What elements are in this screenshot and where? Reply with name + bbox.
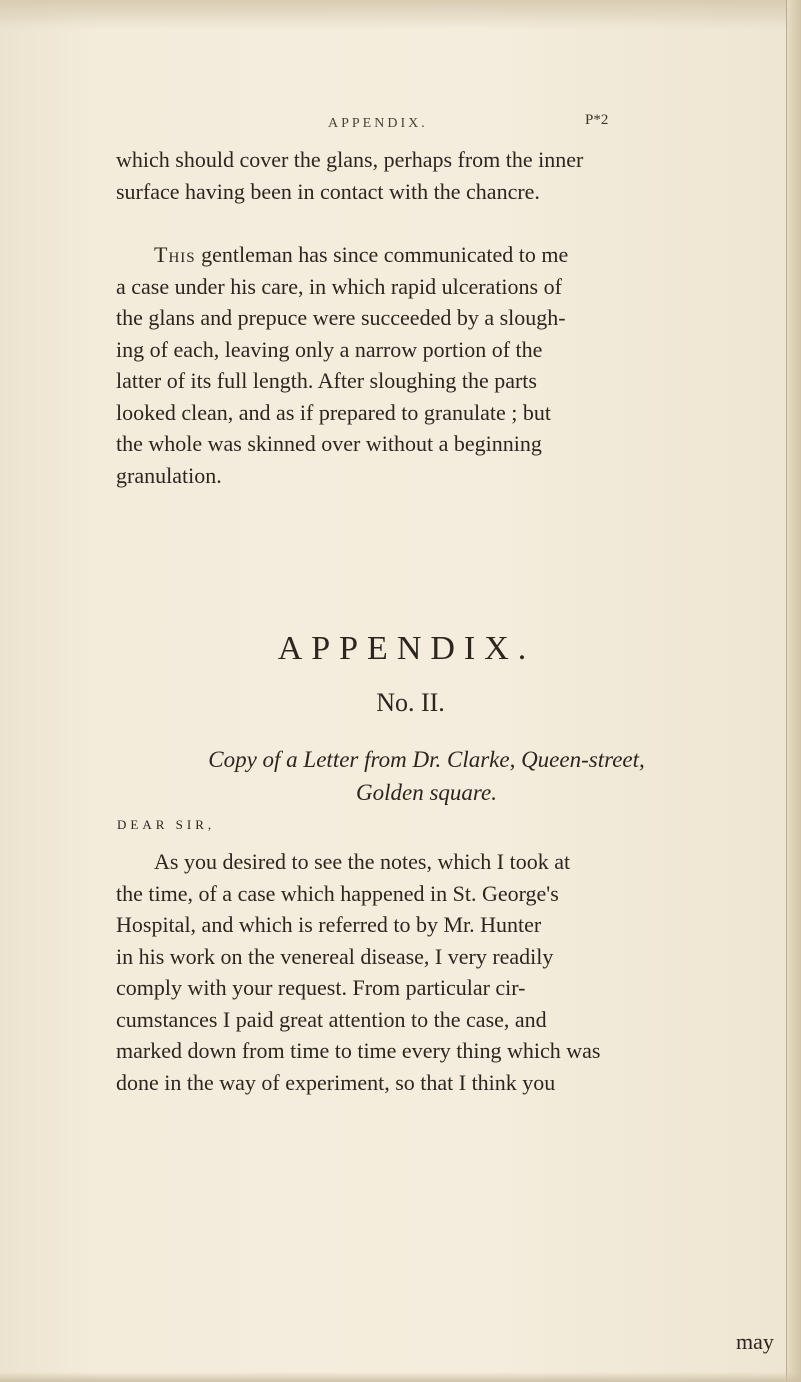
- first-line-text: gentleman has since communicated to me: [195, 242, 569, 267]
- text-line: Hospital, and which is referred to by Mr. Hunter: [116, 912, 542, 937]
- letter-title-line: Golden square.: [356, 780, 497, 805]
- text-line: the glans and prepuce were succeeded by a slough-: [116, 305, 566, 330]
- text-line: ing of each, leaving only a narrow portion of the: [116, 336, 543, 362]
- paragraph-case-report: [116, 239, 792, 491]
- paragraph-continuation: [116, 144, 792, 207]
- text-line: a case under his care, in which rapid ulcerations of: [116, 273, 562, 299]
- catchword: may: [736, 1329, 774, 1354]
- page-top-shadow: [0, 0, 801, 30]
- page-header: [0, 112, 801, 142]
- running-head: APPENDIX.: [328, 116, 428, 131]
- text-line: in his work on the venereal disease, I very readily: [116, 943, 554, 969]
- text-line: [116, 239, 792, 271]
- text-line: the whole was skinned over without a beginning: [116, 431, 542, 456]
- lead-word: This: [154, 242, 196, 267]
- letter-title: [0, 743, 801, 809]
- letter-salutation: DEAR SIR,: [117, 817, 216, 832]
- text-line: comply with your request. From particular cir-: [116, 975, 526, 1000]
- text-line: which should cover the glans, perhaps from the inner: [116, 147, 584, 172]
- text-line: the time, of a case which happened in St. George's: [116, 880, 559, 906]
- letter-body: [116, 846, 792, 1098]
- text-line: As you desired to see the notes, which I took at: [154, 849, 571, 874]
- letter-title-line: Copy of a Letter from Dr. Clarke, Queen-street,: [208, 747, 645, 772]
- appendix-number: No. II.: [376, 688, 445, 717]
- text-line: done in the way of experiment, so that I think you: [116, 1069, 556, 1095]
- text-line: marked down from time to time every thing which was: [116, 1038, 601, 1063]
- text-line: latter of its full length. After sloughing the parts: [116, 368, 537, 393]
- text-line: looked clean, and as if prepared to granulate ; but: [116, 399, 551, 425]
- appendix-heading: APPENDIX.: [277, 630, 536, 667]
- text-line: granulation.: [116, 462, 222, 488]
- text-line: surface having been in contact with the chancre.: [116, 178, 540, 204]
- page-bottom-edge: [0, 1372, 801, 1382]
- text-line: cumstances I paid great attention to the case, and: [116, 1006, 547, 1032]
- signature-mark: P*2: [585, 112, 609, 128]
